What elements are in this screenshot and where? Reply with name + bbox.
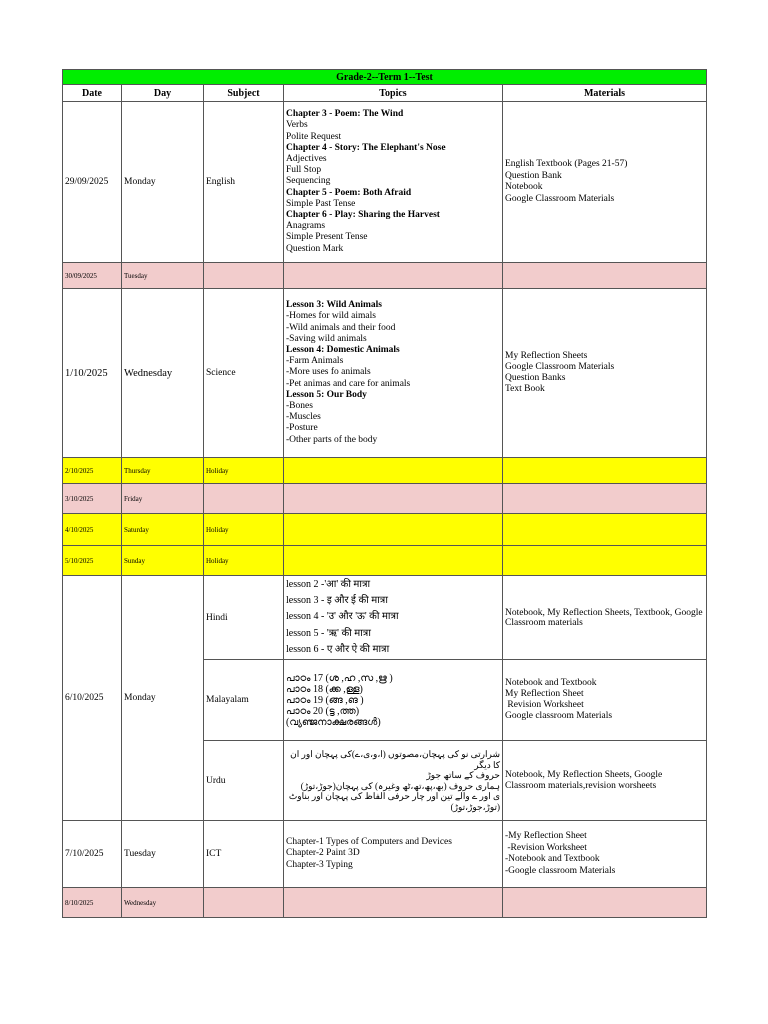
- cell-day: Tuesday: [122, 263, 204, 289]
- cell-date: 4/10/2025: [63, 514, 122, 546]
- topic-line: -Posture: [286, 423, 318, 434]
- table-row-hindi: [63, 576, 707, 660]
- material-line: My Reflection Sheets: [505, 351, 588, 361]
- cell-materials: [503, 102, 707, 263]
- cell-day: Monday: [122, 102, 204, 263]
- cell-materials: [503, 888, 707, 918]
- cell-day: Wednesday: [122, 289, 204, 458]
- cell-subject: Holiday: [204, 514, 284, 546]
- header-day: Day: [122, 85, 204, 102]
- cell-topics: [284, 888, 503, 918]
- topic-line: -Bones: [286, 401, 313, 411]
- table-row-08-10: [63, 888, 707, 918]
- cell-day: Sunday: [122, 546, 204, 576]
- material-line: Question Bank: [505, 170, 562, 181]
- cell-date: 30/09/2025: [63, 263, 122, 289]
- cell-day: Wednesday: [122, 888, 204, 918]
- cell-day: Friday: [122, 484, 204, 514]
- material-line: Google Classroom Materials: [505, 362, 615, 372]
- topic-line: ہماری حروف (بھ،پھ،تھ،ٹھ وغیرہ) کی پہچان(جوڑ،توڑ): [300, 780, 500, 791]
- cell-topics: [284, 576, 503, 660]
- topic-line: പാഠം 19 (ങ്ങ ,ങ ): [286, 694, 364, 706]
- topic-line: Lesson 3: Wild Animals: [286, 300, 383, 311]
- material-line: -Notebook and Textbook: [505, 854, 600, 864]
- topic-line: -Muscles: [286, 412, 321, 423]
- material-line: Notebook: [505, 182, 543, 192]
- cell-topics: [284, 484, 503, 514]
- cell-materials: [503, 546, 707, 576]
- topic-line: lesson 3 - इ और ई की मात्रा: [286, 595, 388, 607]
- material-line: -My Reflection Sheet: [505, 831, 587, 841]
- table-title: Grade-2--Term 1--Test: [63, 70, 707, 85]
- cell-topics: [284, 458, 503, 484]
- topic-line: Full Stop: [286, 165, 322, 176]
- cell-date: 1/10/2025: [63, 289, 122, 458]
- topic-line: -Farm Animals: [286, 356, 344, 367]
- cell-subject: Urdu: [204, 741, 284, 821]
- topic-line: Simple Past Tense: [286, 198, 356, 209]
- topic-line: Simple Present Tense: [286, 232, 368, 243]
- topic-line: -Other parts of the body: [286, 434, 378, 445]
- cell-subject: English: [204, 102, 284, 263]
- topic-line: Polite Request: [286, 131, 342, 142]
- topic-line: -Homes for wild aimals: [286, 311, 376, 322]
- topic-line: -More uses fo animals: [286, 367, 371, 378]
- topic-line: lesson 6 - ए और ऐ की मात्रा: [286, 643, 390, 655]
- topic-line: -Wild animals and their food: [286, 322, 396, 333]
- cell-date: 6/10/2025: [63, 576, 122, 821]
- cell-materials: Notebook, My Reflection Sheets, Google Classroom materials,revision worsheets: [503, 741, 707, 821]
- cell-materials: [503, 484, 707, 514]
- cell-subject: Holiday: [204, 458, 284, 484]
- material-line: Revision Worksheet: [505, 700, 584, 710]
- cell-subject: [204, 263, 284, 289]
- header-topics: Topics: [284, 85, 503, 102]
- topic-line: (വ്യഞ്ജനാക്ഷരങ്ങൾ): [286, 716, 381, 728]
- cell-materials: [503, 289, 707, 458]
- cell-day: Monday: [122, 576, 204, 821]
- topic-line: പാഠം 17 (ശ ,ഹ ,സ ,ഋ ): [286, 672, 393, 684]
- material-line: -Revision Worksheet: [505, 842, 587, 853]
- cell-topics: [284, 741, 503, 821]
- material-line: Google classroom Materials: [505, 711, 613, 721]
- table-row-science: [63, 289, 707, 458]
- cell-subject: ICT: [204, 821, 284, 888]
- cell-subject: Science: [204, 289, 284, 458]
- topic-line: حروف کے ساتھ جوڑ: [426, 770, 500, 780]
- header-date: Date: [63, 85, 122, 102]
- topic-line: Chapter 5 - Poem: Both Afraid: [286, 187, 412, 198]
- cell-topics: [284, 660, 503, 741]
- topic-line: Anagrams: [286, 221, 326, 232]
- topic-line: شرارتی نو کی پہچان،مصوتوں (ا،و،ی،ے)کی پہچان اور ان کا دیگر: [290, 749, 500, 770]
- header-row: [63, 85, 707, 102]
- table-row-ict: [63, 821, 707, 888]
- cell-subject: Holiday: [204, 546, 284, 576]
- material-line: Notebook and Textbook: [505, 678, 597, 688]
- table-row-04-10: [63, 514, 707, 546]
- cell-day: Tuesday: [122, 821, 204, 888]
- material-line: Text Book: [505, 384, 545, 394]
- topic-line: Chapter-3 Typing: [286, 859, 353, 870]
- topic-line: Chapter 4 - Story: The Elephant's Nose: [286, 142, 446, 153]
- cell-materials: [503, 263, 707, 289]
- cell-subject: Hindi: [204, 576, 284, 660]
- cell-day: Thursday: [122, 458, 204, 484]
- cell-topics: [284, 102, 503, 263]
- cell-date: 8/10/2025: [63, 888, 122, 918]
- table-row-05-10: [63, 546, 707, 576]
- cell-materials: [503, 660, 707, 741]
- cell-date: 5/10/2025: [63, 546, 122, 576]
- cell-topics: [284, 821, 503, 888]
- topic-line: Lesson 4: Domestic Animals: [286, 344, 400, 355]
- topic-line: Sequencing: [286, 176, 331, 187]
- cell-date: 2/10/2025: [63, 458, 122, 484]
- cell-subject: [204, 484, 284, 514]
- title-row: [63, 70, 707, 85]
- topic-line: ی اور ے والے تین اور چار حرفی الفاظ کی پہچان اور بناوٹ: [288, 791, 500, 801]
- table-row-03-10: [63, 484, 707, 514]
- material-line: Google Classroom Materials: [505, 193, 615, 204]
- header-subject: Subject: [204, 85, 284, 102]
- cell-subject: Malayalam: [204, 660, 284, 741]
- topic-line: Question Mark: [286, 243, 344, 254]
- topic-line: (توڑ،جوڑ،توڑ): [450, 801, 500, 812]
- cell-date: 7/10/2025: [63, 821, 122, 888]
- cell-materials: [503, 821, 707, 888]
- cell-day: Saturday: [122, 514, 204, 546]
- topic-line: -Pet animas and care for animals: [286, 378, 411, 389]
- topic-line: lesson 5 - 'ऋ' की मात्रा: [286, 627, 371, 639]
- topic-line: lesson 2 -'आ' की मात्रा: [286, 578, 371, 590]
- topic-line: -Saving wild animals: [286, 333, 367, 344]
- cell-topics: [284, 263, 503, 289]
- topic-line: lesson 4 - 'उ' और 'ऊ' की मात्रा: [286, 611, 399, 623]
- schedule-table: [62, 69, 707, 918]
- topic-line: Chapter 6 - Play: Sharing the Harvest: [286, 210, 440, 220]
- topic-line: Chapter-2 Paint 3D: [286, 848, 360, 859]
- cell-topics: [284, 514, 503, 546]
- material-line: My Reflection Sheet: [505, 689, 584, 699]
- cell-date: 29/09/2025: [63, 102, 122, 263]
- material-line: -Google classroom Materials: [505, 865, 616, 876]
- table-row-02-10: [63, 458, 707, 484]
- cell-materials: Notebook, My Reflection Sheets, Textbook, Google Classroom materials: [503, 576, 707, 660]
- header-materials: Materials: [503, 85, 707, 102]
- cell-materials: [503, 514, 707, 546]
- topic-line: Lesson 5: Our Body: [286, 389, 367, 400]
- topic-line: Chapter 3 - Poem: The Wind: [286, 109, 404, 120]
- topic-line: Adjectives: [286, 153, 327, 164]
- cell-date: 3/10/2025: [63, 484, 122, 514]
- cell-subject: [204, 888, 284, 918]
- material-line: English Textbook (Pages 21-57): [505, 159, 628, 169]
- topic-line: പാഠം 18 (ക്ക ,ള്ള): [286, 683, 363, 695]
- topic-line: Verbs: [286, 120, 308, 131]
- topic-line: പാഠം 20 (ട്ട ,ത്ത): [286, 705, 360, 717]
- table-row-english: [63, 102, 707, 263]
- table-row-30-09: [63, 263, 707, 289]
- cell-materials: [503, 458, 707, 484]
- topic-line: Chapter-1 Types of Computers and Devices: [286, 836, 452, 847]
- cell-topics: [284, 289, 503, 458]
- material-line: Question Banks: [505, 373, 566, 383]
- cell-topics: [284, 546, 503, 576]
